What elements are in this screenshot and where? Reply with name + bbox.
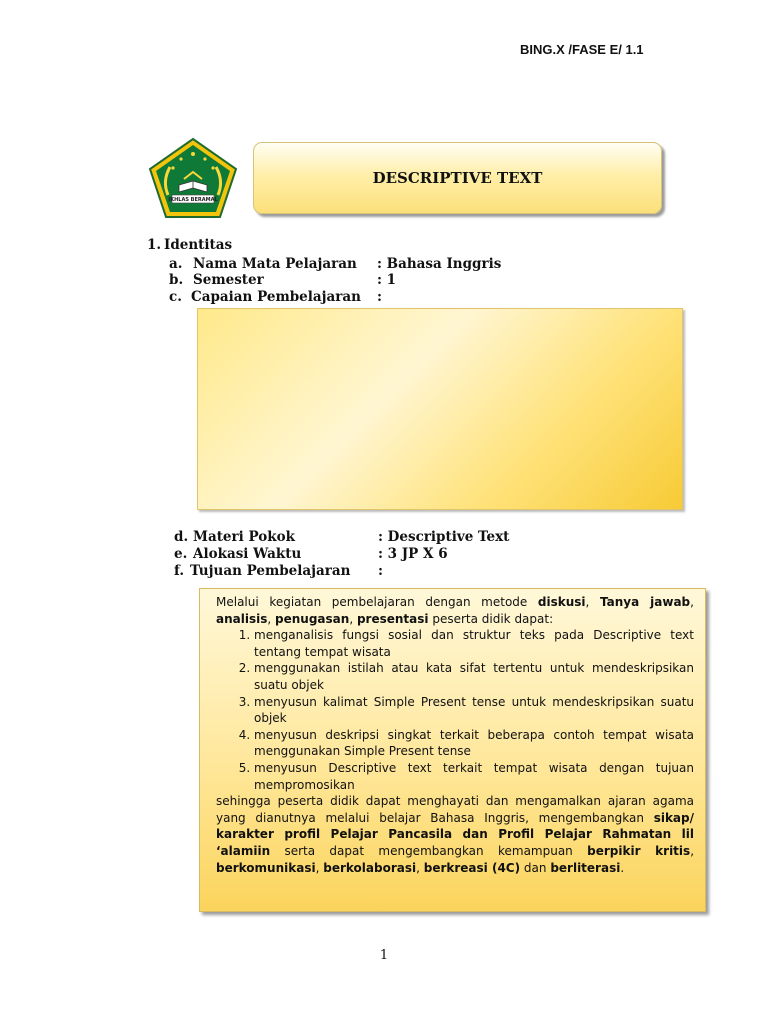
method-analisis: analisis — [216, 611, 268, 626]
row-label: Nama Mata Pelajaran — [193, 256, 357, 272]
separator: , — [690, 843, 695, 858]
heading-text: Identitas — [164, 237, 233, 253]
closing-text: sehingga peserta didik dapat menghayati dan mengamalkan ajaran agama yang dianutnya melalui belajar Bahasa Inggris, mengembangkan — [216, 794, 694, 825]
separator: , — [416, 860, 424, 875]
method-tanya-jawab: Tanya jawab — [599, 595, 691, 609]
row-label: Alokasi Waktu — [193, 546, 302, 562]
row-letter: f. — [174, 563, 185, 579]
list-item: 1. menganalisis fungsi sosial dan struktur teks pada Descriptive text tentang tempat wisata — [254, 627, 694, 660]
profil-pelajar-text: sikap/ karakter profil Pelajar Pancasila dan Profil Pelajar Rahmatan lil ‘alamiin — [216, 810, 694, 858]
page-number: 1 — [379, 948, 389, 963]
tujuan-pembelajaran-box — [199, 588, 706, 912]
list-item: 3. menyusun kalimat Simple Present tense untuk mendeskripsikan suatu objek — [254, 694, 694, 727]
closing-text: serta dapat mengembangkan kemampuan — [270, 843, 588, 858]
row-value: : Bahasa Inggris — [377, 256, 502, 272]
skill-berpikir-kritis: berpikir kritis — [587, 843, 691, 858]
logo-banner-text: IKHLAS BERAMAL — [168, 197, 218, 203]
skill-berliterasi: berliterasi — [550, 860, 621, 875]
separator: , — [315, 860, 324, 875]
skill-berkolaborasi: berkolaborasi — [323, 860, 417, 875]
row-value: : — [378, 563, 383, 579]
row-label: Capaian Pembelajaran — [191, 289, 361, 305]
document-code: BING.X /FASE E/ 1.1 — [520, 42, 644, 57]
list-item: 5. menyusun Descriptive text terkait tempat wisata dengan tujuan mempromosikan — [254, 760, 694, 793]
separator: , — [585, 595, 600, 609]
row-letter: d. — [174, 529, 189, 545]
separator: , — [690, 595, 694, 609]
row-letter: e. — [174, 546, 188, 562]
method-diskusi: diskusi — [537, 595, 586, 609]
objective-list — [216, 627, 694, 793]
list-item: 4. menyusun deskripsi singkat terkait beberapa contoh tempat wisata menggunakan Simple Present tense — [254, 727, 694, 760]
row-value: : 1 — [377, 272, 397, 288]
row-letter: a. — [169, 256, 183, 272]
row-value: : 3 JP X 6 — [378, 546, 448, 562]
row-label: Materi Pokok — [193, 529, 295, 545]
kemenag-logo-icon — [148, 137, 238, 219]
page-title: DESCRIPTIVE TEXT — [372, 169, 543, 187]
closing-text: . — [620, 860, 625, 875]
method-presentasi: presentasi — [356, 611, 429, 626]
tujuan-intro — [216, 594, 694, 627]
skill-berkomunikasi: berkomunikasi — [216, 860, 316, 875]
separator: , — [267, 611, 276, 626]
list-item: 2. menggunakan istilah atau kata sifat tertentu untuk mendeskripsikan suatu objek — [254, 660, 694, 693]
tujuan-closing — [216, 793, 694, 876]
row-letter: c. — [169, 289, 182, 305]
heading-number: 1. — [147, 237, 162, 253]
skill-berkreasi: berkreasi (4C) — [423, 860, 521, 875]
row-letter: b. — [169, 272, 184, 288]
row-value: : Descriptive Text — [378, 529, 510, 545]
method-penugasan: penugasan — [275, 611, 350, 626]
separator: , — [349, 611, 357, 626]
row-value: : — [377, 289, 382, 305]
capaian-pembelajaran-box — [197, 308, 683, 510]
title-box — [253, 142, 662, 214]
row-label: Tujuan Pembelajaran — [190, 563, 351, 579]
intro-text: peserta didik dapat: — [428, 611, 554, 626]
closing-text: dan — [520, 860, 551, 875]
row-label: Semester — [193, 272, 264, 288]
intro-text: Melalui kegiatan pembelajaran dengan metode — [216, 595, 538, 609]
